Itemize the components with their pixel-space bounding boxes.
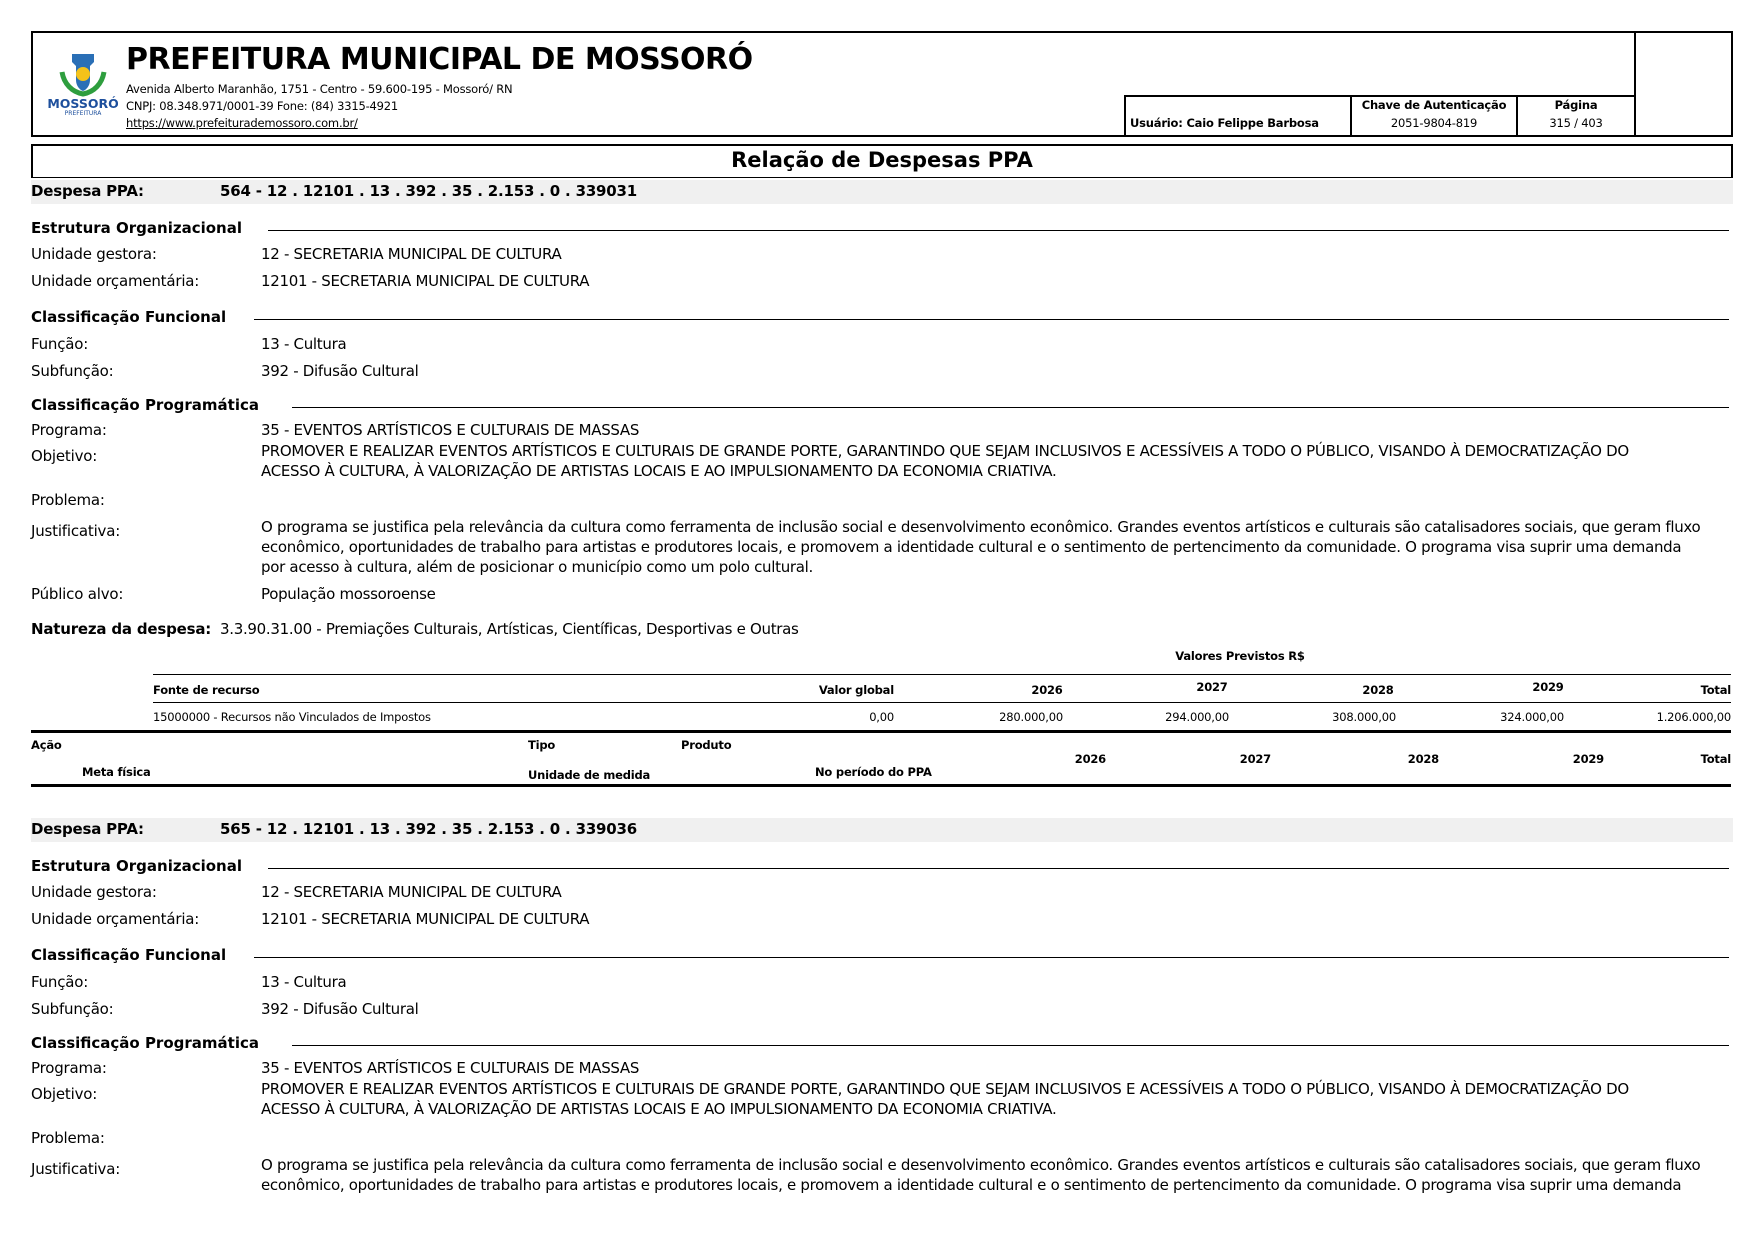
label-publico-alvo: Público alvo: <box>31 585 124 603</box>
justificativa-line: econômico, oportunidades de trabalho para artistas e produtores locais, e promovem a identidade cultural e o sentimento de pertencimento da comunidade. O programa visa suprir uma demanda <box>261 1176 1682 1194</box>
acao-col-year: 2028 <box>1407 752 1439 766</box>
label-subfuncao: Subfunção: <box>31 1000 114 1018</box>
col-acao: Ação <box>31 738 62 752</box>
section-rule <box>254 319 1729 320</box>
col-meta-fisica: Meta física <box>82 765 151 779</box>
fonte-valor-global: 0,00 <box>869 710 894 724</box>
col-year: 2028 <box>1362 683 1394 697</box>
label-justificativa: Justificativa: <box>31 1160 121 1178</box>
col-year: 2029 <box>1532 680 1564 694</box>
col-periodo: No período do PPA <box>815 765 932 779</box>
table-rule-thick <box>31 730 1731 733</box>
section-heading-classificacao-funcional: Classificação Funcional <box>31 308 240 326</box>
justificativa-line: por acesso à cultura, além de posicionar o município como um polo cultural. <box>261 558 814 576</box>
fonte-year-value: 308.000,00 <box>1332 710 1396 724</box>
value-unidade-orcamentaria: 12101 - SECRETARIA MUNICIPAL DE CULTURA <box>261 910 590 928</box>
col-tipo: Tipo <box>528 738 556 752</box>
city-logo <box>48 50 118 116</box>
value-subfuncao: 392 - Difusão Cultural <box>261 1000 419 1018</box>
label-unidade-orcamentaria: Unidade orçamentária: <box>31 272 200 290</box>
justificativa-line: O programa se justifica pela relevância da cultura como ferramenta de inclusão social e desenvolvimento econômico. Grandes eventos artísticos e culturais são catalisadores sociais, que geram fluxo <box>261 518 1701 536</box>
divider <box>1124 95 1126 137</box>
objetivo-line: PROMOVER E REALIZAR EVENTOS ARTÍSTICOS E CULTURAIS DE GRANDE PORTE, GARANTINDO QUE SEJAM INCLUSIVOS E ACESSÍVEIS A TODO O PÚBLICO, VISANDO À DEMOCRATIZAÇÃO DO <box>261 442 1629 460</box>
value-publico-alvo: População mossoroense <box>261 585 436 603</box>
label-subfuncao: Subfunção: <box>31 362 114 380</box>
coat-of-arms-icon <box>48 50 118 116</box>
value-funcao: 13 - Cultura <box>261 335 347 353</box>
user-name: Usuário: Caio Felippe Barbosa <box>1130 116 1319 130</box>
section-rule <box>292 1045 1729 1046</box>
col-fonte: Fonte de recurso <box>153 683 260 697</box>
label-problema: Problema: <box>31 491 105 509</box>
despesa-code: 565 - 12 . 12101 . 13 . 392 . 35 . 2.153 . 0 . 339036 <box>220 820 638 838</box>
acao-col-year: 2029 <box>1572 752 1604 766</box>
despesa-label: Despesa PPA: <box>31 182 144 200</box>
section-rule <box>268 230 1729 231</box>
objetivo-line: ACESSO À CULTURA, À VALORIZAÇÃO DE ARTISTAS LOCAIS E AO IMPULSIONAMENTO DA ECONOMIA CRIATIVA. <box>261 1100 1057 1118</box>
label-programa: Programa: <box>31 1059 107 1077</box>
org-name: PREFEITURA MUNICIPAL DE MOSSORÓ <box>126 42 753 77</box>
table-rule <box>153 702 1731 703</box>
fonte-year-value: 324.000,00 <box>1500 710 1564 724</box>
valores-previstos-label: Valores Previstos R$ <box>1175 649 1305 663</box>
value-unidade-orcamentaria: 12101 - SECRETARIA MUNICIPAL DE CULTURA <box>261 272 590 290</box>
col-year: 2026 <box>1031 683 1063 697</box>
page-number: 315 / 403 <box>1549 116 1603 130</box>
value-unidade-gestora: 12 - SECRETARIA MUNICIPAL DE CULTURA <box>261 245 562 263</box>
value-programa: 35 - EVENTOS ARTÍSTICOS E CULTURAIS DE MASSAS <box>261 421 640 439</box>
objetivo-line: PROMOVER E REALIZAR EVENTOS ARTÍSTICOS E CULTURAIS DE GRANDE PORTE, GARANTINDO QUE SEJAM INCLUSIVOS E ACESSÍVEIS A TODO O PÚBLICO, VISANDO À DEMOCRATIZAÇÃO DO <box>261 1080 1629 1098</box>
col-valor-global: Valor global <box>818 683 894 697</box>
despesa-label: Despesa PPA: <box>31 820 144 838</box>
label-unidade-orcamentaria: Unidade orçamentária: <box>31 910 200 928</box>
justificativa-line: O programa se justifica pela relevância da cultura como ferramenta de inclusão social e desenvolvimento econômico. Grandes eventos artísticos e culturais são catalisadores sociais, que geram fluxo <box>261 1156 1701 1174</box>
org-website-link[interactable]: https://www.prefeiturademossoro.com.br/ <box>126 116 358 130</box>
org-cnpj-phone: CNPJ: 08.348.971/0001-39 Fone: (84) 3315-4921 <box>126 99 398 113</box>
justificativa-line: econômico, oportunidades de trabalho para artistas e produtores locais, e promovem a identidade cultural e o sentimento de pertencimento da comunidade. O programa visa suprir uma demanda <box>261 538 1682 556</box>
section-heading-classificacao-programatica: Classificação Programática <box>31 396 273 414</box>
label-unidade-gestora: Unidade gestora: <box>31 883 157 901</box>
svg-text:PREFEITURA: PREFEITURA <box>64 110 102 116</box>
label-funcao: Função: <box>31 973 89 991</box>
col-produto: Produto <box>681 738 732 752</box>
natureza-label: Natureza da despesa: <box>31 620 212 638</box>
section-rule <box>268 868 1729 869</box>
fonte-total: 1.206.000,00 <box>1656 710 1731 724</box>
label-programa: Programa: <box>31 421 107 439</box>
objetivo-line: ACESSO À CULTURA, À VALORIZAÇÃO DE ARTISTAS LOCAIS E AO IMPULSIONAMENTO DA ECONOMIA CRIATIVA. <box>261 462 1057 480</box>
report-title: Relação de Despesas PPA <box>731 148 1033 172</box>
section-heading-classificacao-programatica: Classificação Programática <box>31 1034 273 1052</box>
fonte-name: 15000000 - Recursos não Vinculados de Impostos <box>153 710 431 724</box>
despesa-code: 564 - 12 . 12101 . 13 . 392 . 35 . 2.153 . 0 . 339031 <box>220 182 638 200</box>
col-unidade-medida: Unidade de medida <box>528 768 651 782</box>
page-label: Página <box>1554 98 1598 112</box>
section-rule <box>254 957 1729 958</box>
fonte-year-value: 280.000,00 <box>999 710 1063 724</box>
col-total: Total <box>1700 683 1731 697</box>
fonte-year-value: 294.000,00 <box>1165 710 1229 724</box>
value-funcao: 13 - Cultura <box>261 973 347 991</box>
label-justificativa: Justificativa: <box>31 522 121 540</box>
acao-col-year: 2027 <box>1239 752 1271 766</box>
divider <box>1634 31 1636 137</box>
natureza-value: 3.3.90.31.00 - Premiações Culturais, Artísticas, Científicas, Desportivas e Outras <box>220 620 799 638</box>
section-rule <box>292 407 1729 408</box>
org-address: Avenida Alberto Maranhão, 1751 - Centro - 59.600-195 - Mossoró/ RN <box>126 82 513 96</box>
section-heading-classificacao-funcional: Classificação Funcional <box>31 946 240 964</box>
label-problema: Problema: <box>31 1129 105 1147</box>
label-unidade-gestora: Unidade gestora: <box>31 245 157 263</box>
value-unidade-gestora: 12 - SECRETARIA MUNICIPAL DE CULTURA <box>261 883 562 901</box>
label-funcao: Função: <box>31 335 89 353</box>
table-rule <box>153 674 1731 675</box>
label-objetivo: Objetivo: <box>31 447 98 465</box>
value-programa: 35 - EVENTOS ARTÍSTICOS E CULTURAIS DE MASSAS <box>261 1059 640 1077</box>
acao-col-year: 2026 <box>1074 752 1106 766</box>
auth-key-value: 2051-9804-819 <box>1390 116 1478 130</box>
divider <box>1125 95 1635 97</box>
label-objetivo: Objetivo: <box>31 1085 98 1103</box>
section-heading-estrutura: Estrutura Organizacional <box>31 857 256 875</box>
value-subfuncao: 392 - Difusão Cultural <box>261 362 419 380</box>
svg-text:MOSSORÓ: MOSSORÓ <box>48 96 118 111</box>
section-heading-estrutura: Estrutura Organizacional <box>31 219 256 237</box>
auth-key-label: Chave de Autenticação <box>1361 98 1507 112</box>
col-year: 2027 <box>1196 680 1228 694</box>
table-rule-thick <box>31 784 1731 787</box>
acao-col-total: Total <box>1700 752 1731 766</box>
